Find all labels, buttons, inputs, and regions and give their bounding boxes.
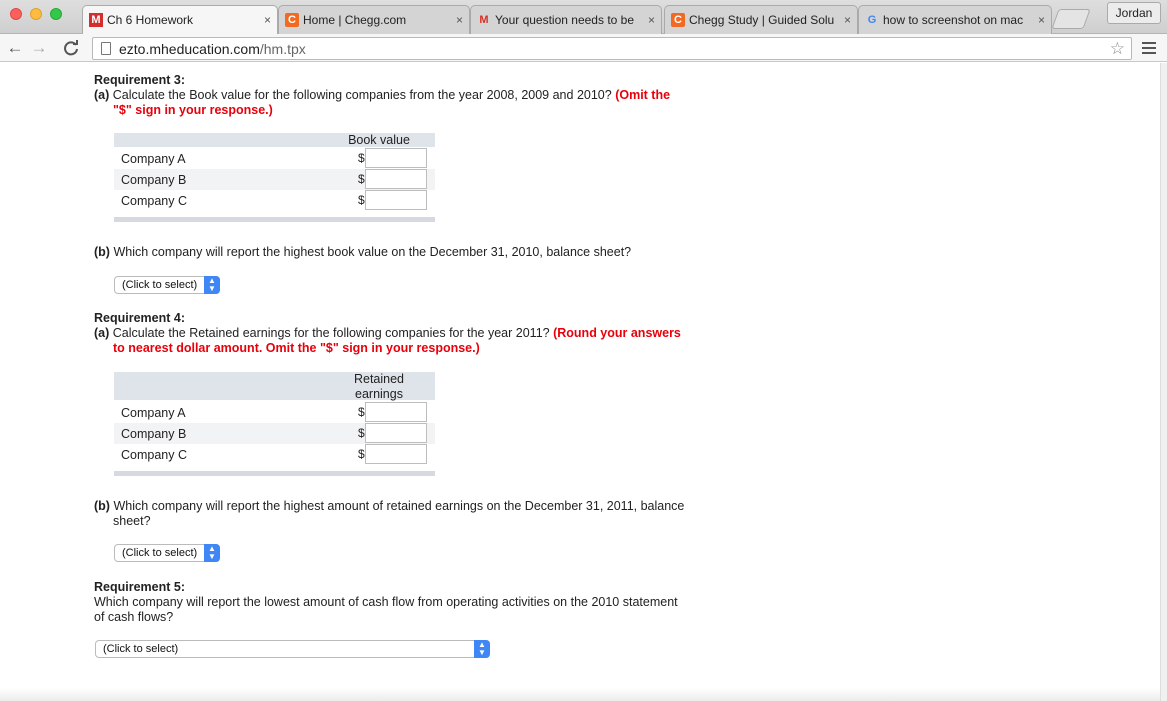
- req5-question: Which company will report the lowest amount of cash flow from operating activities on the 2010 statement: [94, 595, 678, 609]
- bookmark-star-icon[interactable]: ☆: [1109, 39, 1125, 58]
- dollar-sign: $: [358, 426, 365, 440]
- req5-select[interactable]: [95, 640, 490, 658]
- tab-label: how to screenshot on mac: [883, 13, 1024, 27]
- hamburger-menu-icon[interactable]: [1142, 42, 1156, 57]
- tab-gmail[interactable]: [470, 5, 662, 34]
- req4-column-header: Retained earnings: [353, 372, 405, 401]
- req4-row-label-c: Company C: [121, 448, 187, 462]
- req3-company-c-book-value-input[interactable]: [365, 190, 427, 210]
- url-text: ezto.mheducation.com/hm.tpx: [119, 40, 306, 57]
- close-tab-icon[interactable]: ×: [843, 13, 851, 27]
- select-value: (Click to select): [122, 279, 198, 291]
- chevron-up-down-icon: ▲ ▼: [474, 640, 490, 658]
- chevron-up-down-icon: ▲ ▼: [204, 544, 220, 562]
- gmail-m-icon: M: [479, 14, 489, 26]
- tab-google-search[interactable]: [858, 5, 1052, 34]
- tab-label: Chegg Study | Guided Solu: [689, 13, 835, 27]
- req3-row-label-b: Company B: [121, 173, 187, 187]
- req4-row-label-a: Company A: [121, 406, 186, 420]
- chevron-up-down-icon: ▲ ▼: [204, 276, 220, 294]
- forward-arrow-icon[interactable]: →: [30, 38, 48, 57]
- req4-company-c-retained-earnings-input[interactable]: [365, 444, 427, 464]
- page-icon: [101, 42, 111, 55]
- page-scrollbar[interactable]: [1160, 63, 1167, 701]
- dollar-sign: $: [358, 405, 365, 419]
- profile-button[interactable]: Jordan: [1107, 2, 1161, 24]
- req3-company-a-book-value-input[interactable]: [365, 148, 427, 168]
- req4-part-a-question: (a) Calculate the Retained earnings for the following companies for the year 2011? (Round your answers: [94, 326, 681, 340]
- tab-ch6-homework[interactable]: [82, 5, 278, 34]
- dollar-sign: $: [358, 151, 365, 165]
- dollar-sign: $: [358, 172, 365, 186]
- select-value: (Click to select): [122, 547, 198, 559]
- page-content: [0, 63, 1160, 701]
- browser-tab-bar: [0, 0, 1167, 34]
- tab-label: Home | Chegg.com: [303, 13, 407, 27]
- req5-heading: Requirement 5:: [94, 580, 185, 594]
- req4-row-label-b: Company B: [121, 427, 187, 441]
- zoom-window-button[interactable]: [50, 8, 62, 20]
- close-tab-icon[interactable]: ×: [455, 13, 463, 27]
- close-tab-icon[interactable]: ×: [1037, 13, 1045, 27]
- tab-label: Ch 6 Homework: [107, 13, 194, 27]
- browser-toolbar: [0, 34, 1167, 62]
- req3-row-label-c: Company C: [121, 194, 187, 208]
- minimize-window-button[interactable]: [30, 8, 42, 20]
- req3-part-a-note: "$" sign in your response.): [113, 103, 273, 117]
- close-tab-icon[interactable]: ×: [647, 13, 655, 27]
- google-g-icon: G: [867, 14, 877, 26]
- chegg-c-icon: C: [285, 13, 299, 27]
- req3-column-header: Book value: [348, 133, 410, 147]
- req3-table-footer: [114, 217, 435, 222]
- req3-row-label-a: Company A: [121, 152, 186, 166]
- select-value: (Click to select): [103, 643, 179, 655]
- req3-part-b-select[interactable]: [114, 276, 220, 294]
- req4-part-b-question-cont: sheet?: [113, 514, 151, 528]
- tab-chegg-home[interactable]: [278, 5, 470, 34]
- req4-table-footer: [114, 471, 435, 476]
- close-window-button[interactable]: [10, 8, 22, 20]
- req3-company-b-book-value-input[interactable]: [365, 169, 427, 189]
- mheducation-m-icon: M: [89, 13, 103, 27]
- chegg-c-icon: C: [671, 13, 685, 27]
- reload-icon[interactable]: [62, 38, 80, 61]
- req4-part-b-question: (b) Which company will report the highest amount of retained earnings on the December 31, 2011, balance: [94, 499, 685, 513]
- req3-part-a-question: (a) Calculate the Book value for the following companies from the year 2008, 2009 and 2010? (Omit the: [94, 88, 671, 102]
- tab-chegg-study[interactable]: [664, 5, 858, 34]
- req4-company-b-retained-earnings-input[interactable]: [365, 423, 427, 443]
- req5-question-cont: of cash flows?: [94, 610, 174, 624]
- req4-part-b-select[interactable]: [114, 544, 220, 562]
- req3-part-b-question: (b) Which company will report the highest book value on the December 31, 2010, balance sheet?: [94, 245, 632, 259]
- tab-label: Your question needs to be: [495, 13, 635, 27]
- req4-heading: Requirement 4:: [94, 311, 185, 325]
- req4-company-a-retained-earnings-input[interactable]: [365, 402, 427, 422]
- dollar-sign: $: [358, 193, 365, 207]
- close-tab-icon[interactable]: ×: [263, 13, 271, 27]
- dollar-sign: $: [358, 447, 365, 461]
- new-tab-button[interactable]: [1051, 9, 1090, 29]
- req4-part-a-note: to nearest dollar amount. Omit the "$" sign in your response.): [113, 341, 480, 355]
- address-bar[interactable]: [92, 37, 1132, 60]
- page-bottom-edge: [0, 688, 1160, 701]
- back-arrow-icon[interactable]: ←: [6, 38, 24, 57]
- req3-heading: Requirement 3:: [94, 73, 185, 87]
